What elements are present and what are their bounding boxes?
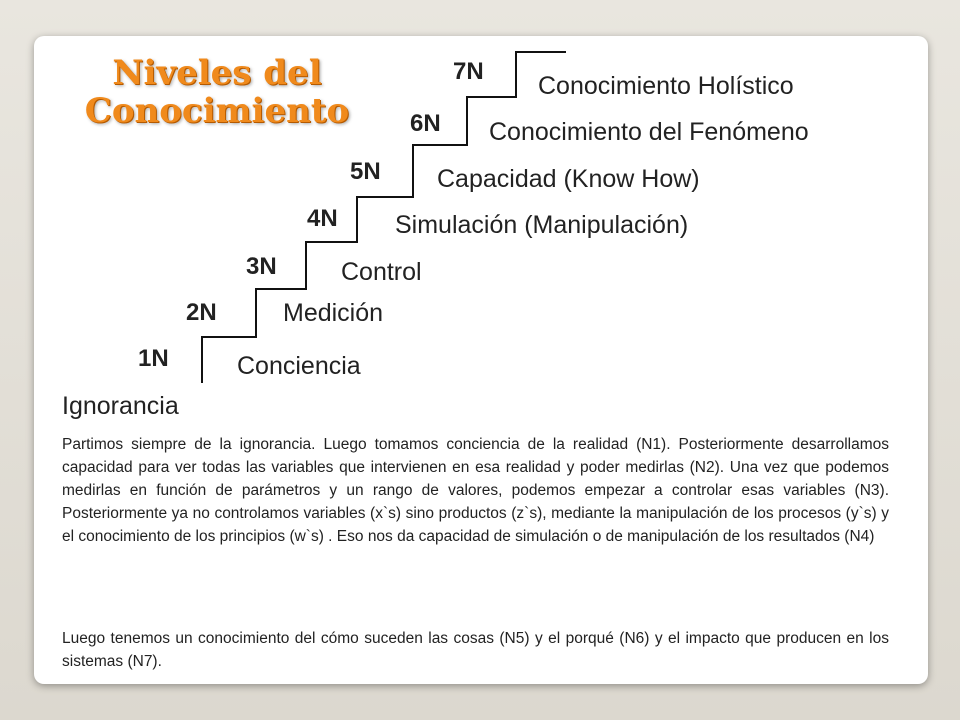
title-line-2: Conocimiento (84, 91, 350, 131)
stage-label-3: Control (341, 258, 422, 286)
level-code-1: 1N (138, 345, 169, 372)
level-code-3: 3N (246, 253, 277, 280)
title-line-1: Niveles del (112, 53, 322, 93)
level-code-5: 5N (350, 158, 381, 185)
body-paragraph-1: Partimos siempre de la ignorancia. Luego tomamos conciencia de la realidad (N1). Posteriormente desarrollamos capacidad para ver todas las variables que intervienen en esa realidad y poder medirlas (N2). Una vez que podemos medirlas en función de parámetros y un rango de valores, podemos empezar a controlar esas variables (N3). Posteriormente ya no controlamos variables (x`s) sino productos (z`s), mediante la manipulación de los procesos (y`s) y el conocimiento de los principios (w`s) . Eso nos da capacidad de simulación o de manipulación de los resultados (N4) (62, 436, 889, 545)
level-code-7: 7N (453, 58, 484, 85)
stage-label-2: Medición (283, 299, 384, 327)
stage-label-1: Conciencia (237, 352, 361, 380)
level-code-2: 2N (186, 299, 217, 326)
body-paragraph-2: Luego tenemos un conocimiento del cómo suceden las cosas (N5) y el porqué (N6) y el impacto que producen en los sistemas (N7). (62, 630, 889, 670)
stage-label-5: Capacidad (Know How) (437, 165, 700, 193)
stage-label-7: Conocimiento Holístico (538, 72, 794, 100)
stage-ignorancia: Ignorancia (62, 392, 179, 420)
level-code-4: 4N (307, 205, 338, 232)
level-code-6: 6N (410, 110, 441, 137)
stage-label-4: Simulación (Manipulación) (395, 211, 689, 239)
stage-label-6: Conocimiento del Fenómeno (489, 118, 809, 146)
